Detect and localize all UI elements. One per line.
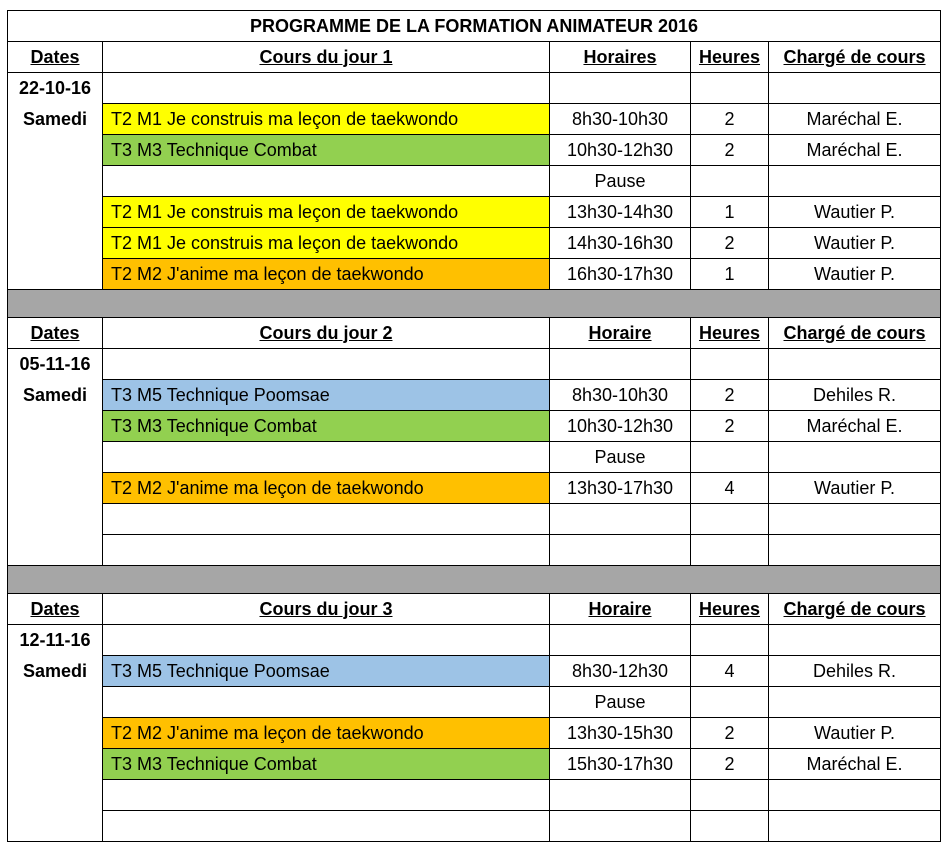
hours-cell <box>691 780 769 811</box>
hours-cell <box>691 442 769 473</box>
hours-cell: 2 <box>691 104 769 135</box>
date-column-cell <box>8 228 103 259</box>
time-cell: 13h30-15h30 <box>550 718 691 749</box>
teacher-cell: Dehiles R. <box>769 380 941 411</box>
time-cell <box>550 811 691 842</box>
table-row <box>8 811 941 842</box>
table-row <box>8 104 941 135</box>
table-row <box>8 166 941 197</box>
course-cell <box>103 811 550 842</box>
teacher-cell: Wautier P. <box>769 718 941 749</box>
date-column-cell <box>8 259 103 290</box>
course-cell <box>103 442 550 473</box>
time-cell: 13h30-17h30 <box>550 473 691 504</box>
course-cell <box>103 780 550 811</box>
header-hours: Heures <box>691 594 769 625</box>
table-row <box>8 259 941 290</box>
day-separator <box>8 566 941 594</box>
teacher-cell <box>769 442 941 473</box>
course-cell: T2 M1 Je construis ma leçon de taekwondo <box>103 228 550 259</box>
table-row <box>8 442 941 473</box>
empty-course-cell <box>103 349 550 380</box>
date-column-cell <box>8 749 103 780</box>
teacher-cell <box>769 535 941 566</box>
table-row <box>8 718 941 749</box>
empty-teacher-cell <box>769 625 941 656</box>
course-cell: T3 M3 Technique Combat <box>103 411 550 442</box>
empty-hours-cell <box>691 349 769 380</box>
date-row <box>8 73 941 104</box>
header-teacher: Chargé de cours <box>769 42 941 73</box>
table-row <box>8 749 941 780</box>
hours-cell <box>691 811 769 842</box>
time-cell: 16h30-17h30 <box>550 259 691 290</box>
header-hours: Heures <box>691 42 769 73</box>
header-time: Horaires <box>550 42 691 73</box>
teacher-cell: Dehiles R. <box>769 656 941 687</box>
time-cell: Pause <box>550 166 691 197</box>
table-row <box>8 656 941 687</box>
teacher-cell <box>769 504 941 535</box>
time-cell: Pause <box>550 442 691 473</box>
time-cell: 8h30-10h30 <box>550 380 691 411</box>
course-cell: T2 M2 J'anime ma leçon de taekwondo <box>103 718 550 749</box>
hours-cell: 2 <box>691 135 769 166</box>
header-course: Cours du jour 1 <box>103 42 550 73</box>
date-column-cell <box>8 780 103 811</box>
time-cell <box>550 535 691 566</box>
time-cell: Pause <box>550 687 691 718</box>
table-row <box>8 197 941 228</box>
teacher-cell <box>769 166 941 197</box>
course-cell: T3 M5 Technique Poomsae <box>103 656 550 687</box>
teacher-cell <box>769 811 941 842</box>
course-cell <box>103 504 550 535</box>
hours-cell: 1 <box>691 259 769 290</box>
time-cell <box>550 780 691 811</box>
table-row <box>8 687 941 718</box>
teacher-cell: Wautier P. <box>769 259 941 290</box>
header-teacher: Chargé de cours <box>769 594 941 625</box>
hours-cell: 2 <box>691 718 769 749</box>
hours-cell: 4 <box>691 656 769 687</box>
teacher-cell: Wautier P. <box>769 473 941 504</box>
header-hours: Heures <box>691 318 769 349</box>
day-header-row <box>8 594 941 625</box>
date-column-cell <box>8 504 103 535</box>
empty-time-cell <box>550 73 691 104</box>
teacher-cell: Wautier P. <box>769 197 941 228</box>
course-cell: T3 M3 Technique Combat <box>103 135 550 166</box>
header-dates: Dates <box>8 594 103 625</box>
hours-cell: 2 <box>691 749 769 780</box>
date-column-cell <box>8 166 103 197</box>
hours-cell <box>691 535 769 566</box>
page-title: PROGRAMME DE LA FORMATION ANIMATEUR 2016 <box>8 11 941 42</box>
header-time: Horaire <box>550 318 691 349</box>
header-course: Cours du jour 2 <box>103 318 550 349</box>
date-column-cell <box>8 687 103 718</box>
day-weekday: Samedi <box>8 104 103 135</box>
day-date: 12-11-16 <box>8 625 103 656</box>
time-cell: 8h30-12h30 <box>550 656 691 687</box>
table-row <box>8 780 941 811</box>
empty-time-cell <box>550 349 691 380</box>
date-column-cell <box>8 811 103 842</box>
time-cell: 10h30-12h30 <box>550 411 691 442</box>
course-cell <box>103 535 550 566</box>
teacher-cell: Maréchal E. <box>769 104 941 135</box>
header-teacher: Chargé de cours <box>769 318 941 349</box>
date-row <box>8 349 941 380</box>
hours-cell: 2 <box>691 228 769 259</box>
date-column-cell <box>8 411 103 442</box>
time-cell: 8h30-10h30 <box>550 104 691 135</box>
table-row <box>8 535 941 566</box>
course-cell: T3 M5 Technique Poomsae <box>103 380 550 411</box>
schedule-body <box>8 11 941 842</box>
day-date: 05-11-16 <box>8 349 103 380</box>
hours-cell: 2 <box>691 411 769 442</box>
table-row <box>8 380 941 411</box>
empty-time-cell <box>550 625 691 656</box>
header-time: Horaire <box>550 594 691 625</box>
date-column-cell <box>8 718 103 749</box>
header-course: Cours du jour 3 <box>103 594 550 625</box>
hours-cell: 4 <box>691 473 769 504</box>
hours-cell <box>691 504 769 535</box>
schedule-table <box>7 10 941 842</box>
date-row <box>8 625 941 656</box>
day-date: 22-10-16 <box>8 73 103 104</box>
teacher-cell: Maréchal E. <box>769 411 941 442</box>
day-weekday: Samedi <box>8 380 103 411</box>
teacher-cell <box>769 687 941 718</box>
day-weekday: Samedi <box>8 656 103 687</box>
table-row <box>8 473 941 504</box>
empty-teacher-cell <box>769 349 941 380</box>
title-row <box>8 11 941 42</box>
schedule-sheet <box>7 10 940 842</box>
teacher-cell <box>769 780 941 811</box>
date-column-cell <box>8 135 103 166</box>
course-cell <box>103 166 550 197</box>
course-cell: T2 M2 J'anime ma leçon de taekwondo <box>103 259 550 290</box>
header-dates: Dates <box>8 318 103 349</box>
date-column-cell <box>8 197 103 228</box>
course-cell <box>103 687 550 718</box>
hours-cell: 2 <box>691 380 769 411</box>
date-column-cell <box>8 473 103 504</box>
teacher-cell: Wautier P. <box>769 228 941 259</box>
empty-hours-cell <box>691 73 769 104</box>
empty-hours-cell <box>691 625 769 656</box>
time-cell: 10h30-12h30 <box>550 135 691 166</box>
course-cell: T3 M3 Technique Combat <box>103 749 550 780</box>
header-dates: Dates <box>8 42 103 73</box>
course-cell: T2 M2 J'anime ma leçon de taekwondo <box>103 473 550 504</box>
teacher-cell: Maréchal E. <box>769 135 941 166</box>
time-cell: 15h30-17h30 <box>550 749 691 780</box>
course-cell: T2 M1 Je construis ma leçon de taekwondo <box>103 104 550 135</box>
empty-teacher-cell <box>769 73 941 104</box>
day-header-row <box>8 318 941 349</box>
table-row <box>8 411 941 442</box>
date-column-cell <box>8 535 103 566</box>
separator-band <box>8 566 941 594</box>
date-column-cell <box>8 442 103 473</box>
empty-course-cell <box>103 73 550 104</box>
time-cell: 14h30-16h30 <box>550 228 691 259</box>
separator-band <box>8 290 941 318</box>
time-cell <box>550 504 691 535</box>
day-header-row <box>8 42 941 73</box>
hours-cell <box>691 687 769 718</box>
course-cell: T2 M1 Je construis ma leçon de taekwondo <box>103 197 550 228</box>
table-row <box>8 504 941 535</box>
table-row <box>8 135 941 166</box>
hours-cell <box>691 166 769 197</box>
empty-course-cell <box>103 625 550 656</box>
day-separator <box>8 290 941 318</box>
time-cell: 13h30-14h30 <box>550 197 691 228</box>
hours-cell: 1 <box>691 197 769 228</box>
table-row <box>8 228 941 259</box>
teacher-cell: Maréchal E. <box>769 749 941 780</box>
